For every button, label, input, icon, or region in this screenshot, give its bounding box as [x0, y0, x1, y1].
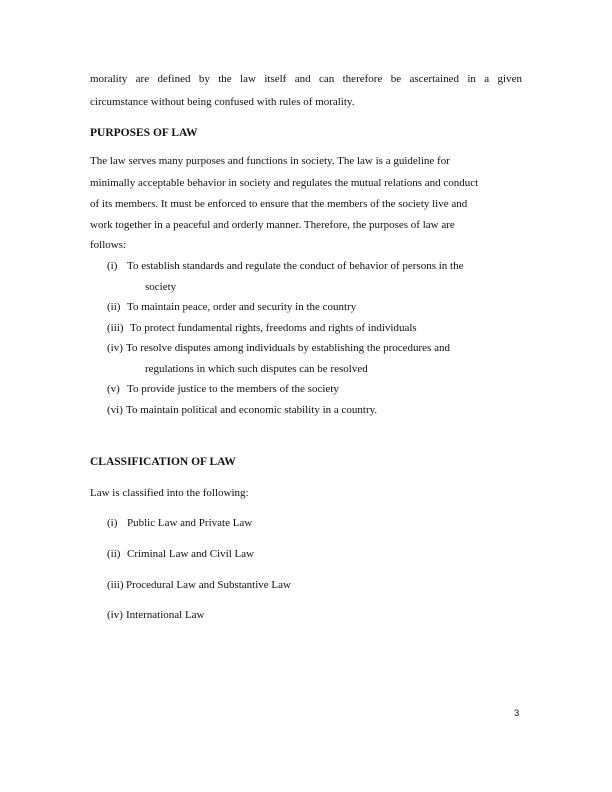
page-number: 3 [514, 708, 520, 719]
classification-intro: Law is classified into the following: [90, 487, 249, 499]
list-item-text: Procedural Law and Substantive Law [126, 579, 291, 591]
purposes-heading: PURPOSES OF LAW [90, 127, 198, 139]
list-item-text: Criminal Law and Civil Law [127, 548, 255, 560]
list-marker: (iv) [107, 609, 123, 621]
list-item-continuation: society [145, 281, 177, 293]
intro-line-2: circumstance without being confused with rules of morality. [90, 96, 355, 108]
list-item-text: To establish standards and regulate the conduct of behavior of persons in the [127, 260, 464, 272]
intro-line-1: morality are defined by the law itself and can therefore be ascertained in a given [90, 73, 522, 85]
purposes-paragraph-line-4: work together in a peaceful and orderly manner. Therefore, the purposes of law are [90, 219, 455, 231]
list-marker: (i) [107, 517, 118, 529]
list-marker: (ii) [107, 548, 121, 560]
purposes-paragraph-line-5: follows: [90, 239, 127, 251]
purposes-paragraph-line-1: The law serves many purposes and functions in society. The law is a guideline for [90, 155, 450, 167]
list-marker: (v) [107, 383, 120, 395]
list-item-text: To maintain political and economic stability in a country. [126, 404, 378, 416]
purposes-paragraph-line-3: of its members. It must be enforced to ensure that the members of the society live and [90, 198, 468, 210]
list-item-text: To resolve disputes among individuals by establishing the procedures and [126, 342, 450, 354]
list-item-text: To provide justice to the members of the society [127, 383, 339, 395]
list-marker: (iii) [107, 322, 124, 334]
list-item-text: International Law [126, 609, 205, 621]
list-item-text: To protect fundamental rights, freedoms and rights of individuals [130, 322, 417, 334]
list-item-text: To maintain peace, order and security in the country [127, 301, 357, 313]
list-marker: (i) [107, 260, 118, 272]
list-marker: (iv) [107, 342, 123, 354]
classification-heading: CLASSIFICATION OF LAW [90, 456, 236, 468]
list-item-text: Public Law and Private Law [127, 517, 253, 529]
list-item-continuation: regulations in which such disputes can be resolved [145, 363, 368, 375]
list-marker: (vi) [107, 404, 123, 416]
list-marker: (iii) [107, 579, 124, 591]
purposes-paragraph-line-2: minimally acceptable behavior in society and regulates the mutual relations and conduct [90, 177, 479, 189]
list-marker: (ii) [107, 301, 121, 313]
